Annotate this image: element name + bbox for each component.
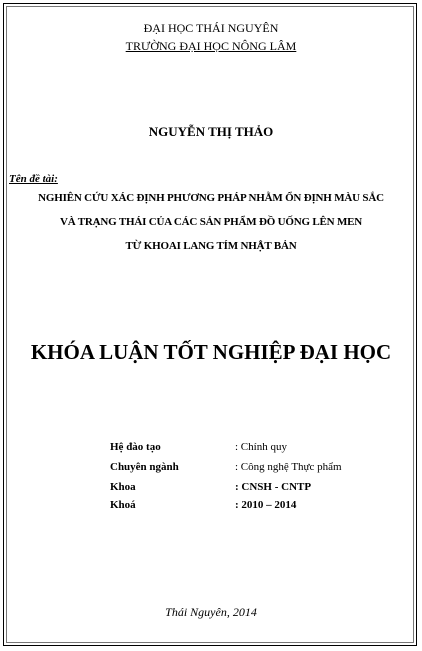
info-value: : 2010 – 2014 bbox=[235, 499, 297, 511]
university-name: ĐẠI HỌC THÁI NGUYÊN bbox=[143, 21, 279, 35]
info-label: Chuyên ngành bbox=[110, 461, 179, 473]
author-name: NGUYỄN THỊ THẢO bbox=[148, 124, 274, 139]
info-row-course bbox=[0, 499, 422, 517]
topic-title-line-3: TỪ KHOAI LANG TÍM NHẬT BẢN bbox=[125, 240, 297, 252]
info-row-major bbox=[0, 461, 422, 479]
info-row-training-system bbox=[0, 441, 422, 459]
topic-title-line-1: NGHIÊN CỨU XÁC ĐỊNH PHƯƠNG PHÁP NHẰM ỔN ĐỊNH MÀU SẮC bbox=[38, 192, 384, 204]
info-value: : Công nghệ Thực phẩm bbox=[235, 461, 342, 473]
topic-label: Tên đề tài: bbox=[9, 173, 58, 185]
place-date: Thái Nguyên, 2014 bbox=[165, 605, 257, 619]
degree-title: KHÓA LUẬN TỐT NGHIỆP ĐẠI HỌC bbox=[30, 340, 392, 364]
info-value: : CNSH - CNTP bbox=[235, 481, 312, 493]
college-name: TRƯỜNG ĐẠI HỌC NÔNG LÂM bbox=[125, 39, 297, 53]
page-border-inner bbox=[6, 6, 414, 643]
topic-title-line-2: VÀ TRẠNG THÁI CỦA CÁC SẢN PHẨM ĐỒ UỐNG LÊN MEN bbox=[59, 216, 363, 228]
info-label: Hệ đào tạo bbox=[110, 441, 161, 453]
info-label: Khoa bbox=[110, 481, 136, 493]
info-label: Khoá bbox=[110, 499, 136, 511]
info-value: : Chính quy bbox=[235, 441, 287, 453]
info-row-faculty bbox=[0, 481, 422, 499]
